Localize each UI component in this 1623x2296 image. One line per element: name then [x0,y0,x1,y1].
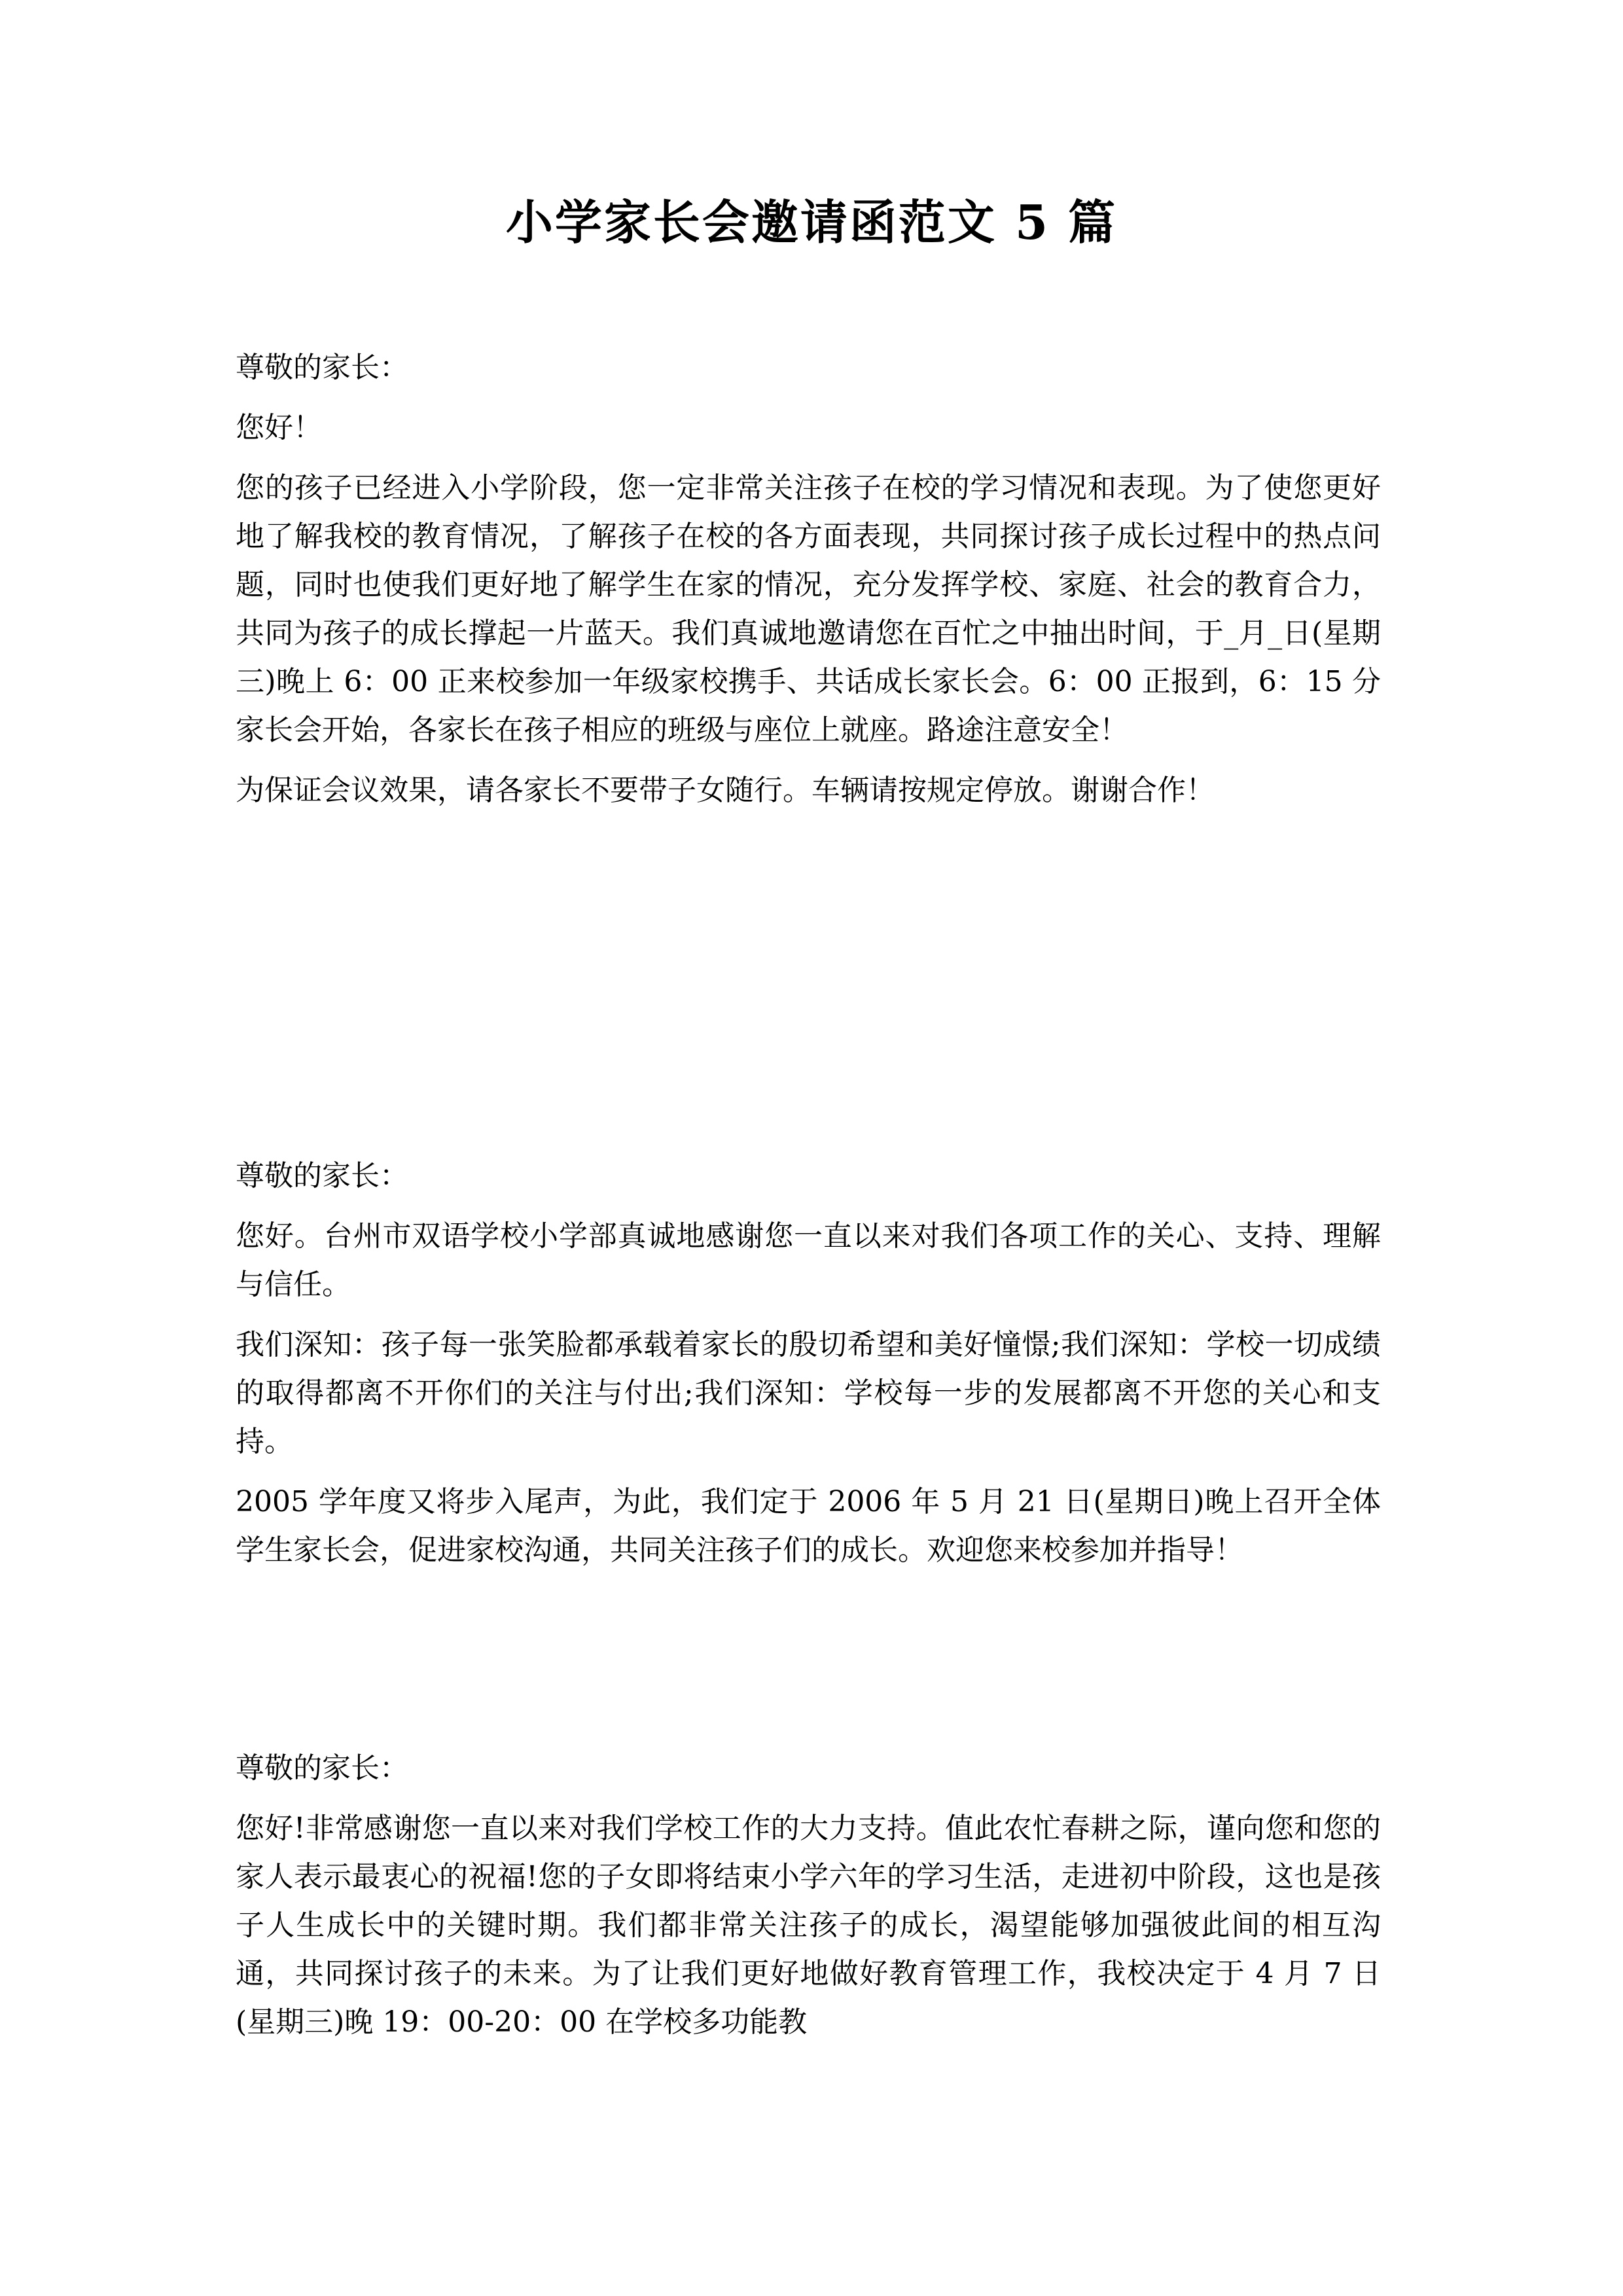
letter-2-paragraph-3: 2005 学年度又将步入尾声，为此，我们定于 2006 年 5 月 21 日(星期日)晚上召开全体学生家长会，促进家校沟通，共同关注孩子们的成长。欢迎您来校参加并指导！ [236,1485,1381,1567]
spacer [236,1309,1381,1321]
letter-2-paragraph-2: 我们深知：孩子每一张笑脸都承载着家长的殷切希望和美好憧憬;我们深知：学校一切成绩的取得都离不开你们的关注与付出;我们深知：学校每一步的发展都离不开您的关心和支持。 [236,1328,1381,1458]
page-title: 小学家长会邀请函范文 5 篇 [505,194,1118,250]
letter-2-salutation: 尊敬的家长： [236,1159,408,1193]
spacer [236,1793,1381,1804]
letter-1-closing: 为保证会议效果，请各家长不要带子女随行。车辆请按规定停放。谢谢合作！ [236,774,1215,807]
spacer [236,1200,1381,1212]
letter-1-greeting: 您好！ [236,411,322,444]
letter-2 [236,1152,1381,1575]
letter-3-salutation: 尊敬的家长： [236,1751,408,1785]
letter-3-body: 您好!非常感谢您一直以来对我们学校工作的大力支持。值此农忙春耕之际，谨向您和您的家人表示最衷心的祝福!您的子女即将结束小学六年的学习生活，走进初中阶段，这也是孩子人生成长中的关键时期。我们都非常关注孩子的成长，渴望能够加强彼此间的相互沟通，共同探讨孩子的未来。为了让我们更好地做好教育管理工作，我校决定于 4 月 7 日(星期三)晚 19：00-20：00 在学校多功能教 [236,1812,1381,2039]
spacer [236,452,1381,464]
letter-1-body: 您的孩子已经进入小学阶段，您一定非常关注孩子在校的学习情况和表现。为了使您更好地了解我校的教育情况，了解孩子在校的各方面表现，共同探讨孩子成长过程中的热点问题，同时也使我们更好地了解学生在家的情况，充分发挥学校、家庭、社会的教育合力，共同为孩子的成长撑起一片蓝天。我们真诚地邀请您在百忙之中抽出时间，于_月_日(星期三)晚上 6：00 正来校参加一年级家校携手、共话成长家长会。6：00 正报到，6：15 分家长会开始，各家长在孩子相应的班级与座位上就座。路途注意安全！ [236,471,1381,747]
spacer [236,755,1381,766]
letter-3 [236,1744,1381,2047]
spacer [236,1466,1381,1478]
spacer [236,392,1381,404]
letter-1-salutation: 尊敬的家长： [236,351,408,384]
letter-2-paragraph-1: 您好。台州市双语学校小学部真诚地感谢您一直以来对我们各项工作的关心、支持、理解与信任。 [236,1219,1381,1301]
letter-1 [236,344,1381,815]
